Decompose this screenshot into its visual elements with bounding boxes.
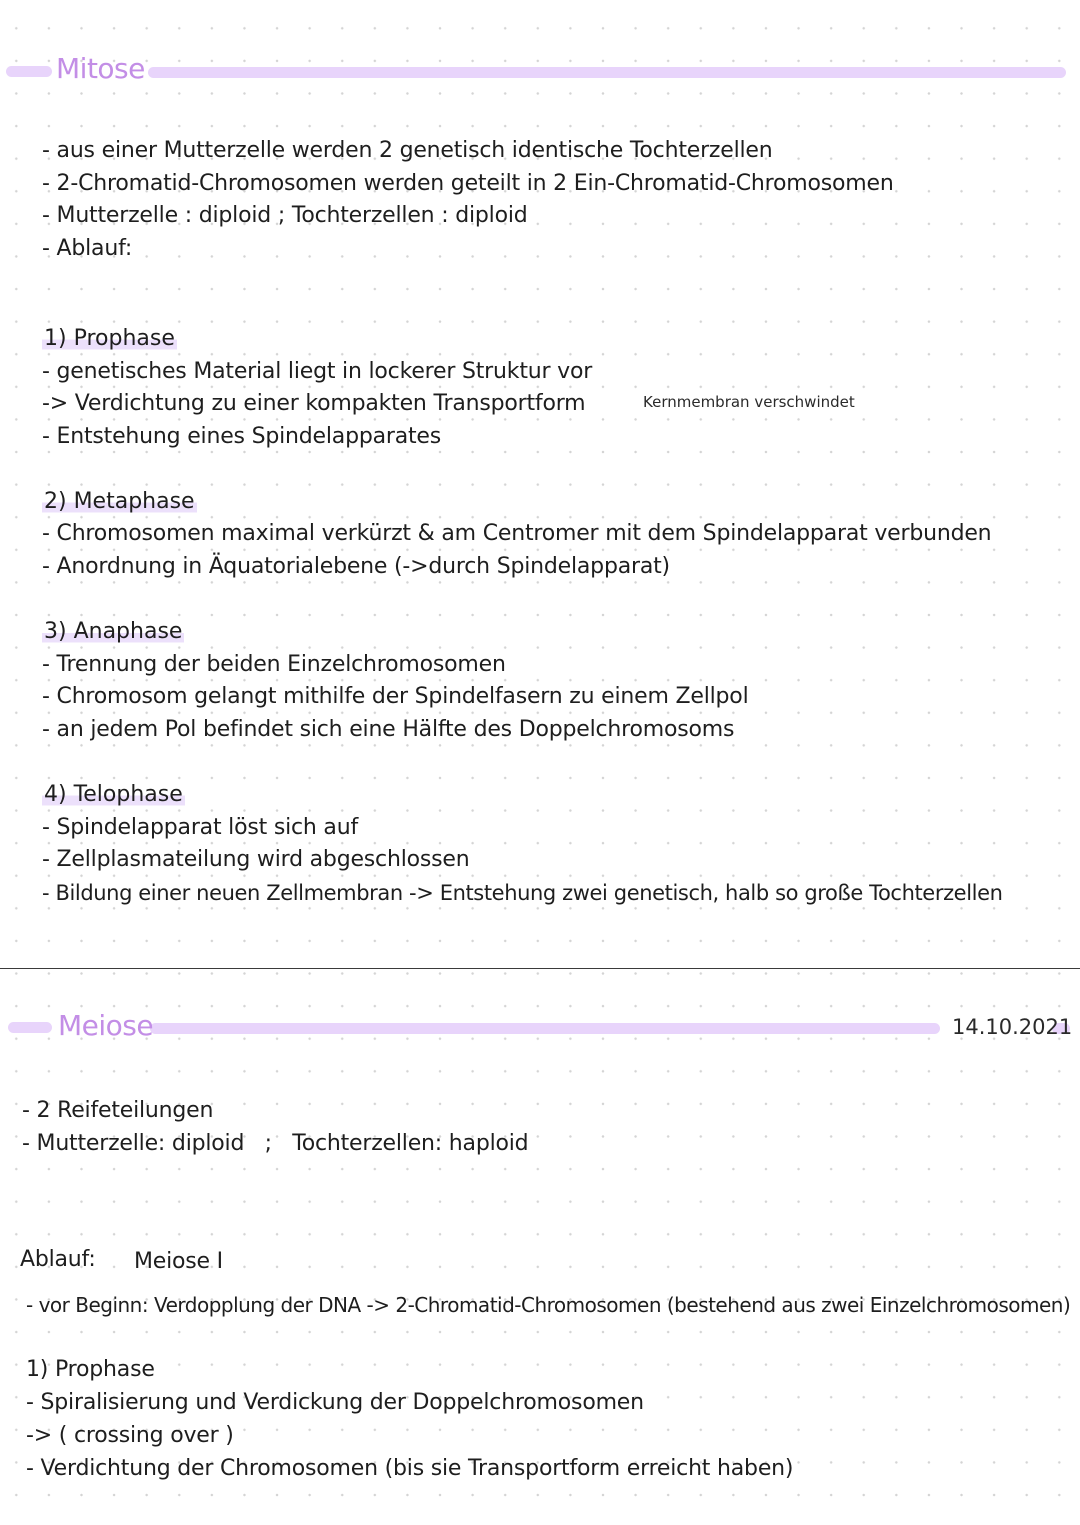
mitose-telophase-line-1: - Spindelapparat löst sich auf xyxy=(42,815,358,840)
meiose-bullet-2: - Mutterzelle: diploid ; Tochterzellen: haploid xyxy=(22,1131,529,1156)
section-separator xyxy=(0,968,1080,969)
mitose-prophase-line-3: - Entstehung eines Spindelapparates xyxy=(42,424,442,449)
mitose-prophase-line-1: - genetisches Material liegt in lockerer Struktur vor xyxy=(42,359,593,384)
mitose-metaphase-heading xyxy=(42,488,197,516)
meiose-heading-highlight-left xyxy=(8,1022,52,1033)
meiose-ablauf-label: Ablauf: xyxy=(20,1247,96,1272)
mitose-prophase-line-2: -> Verdichtung zu einer kompakten Transportform xyxy=(42,391,586,416)
mitose-telophase-line-3: - Bildung einer neuen Zellmembran -> Entstehung zwei genetisch, halb so große Tochterzellen xyxy=(42,881,1003,905)
meiose-date: 14.10.2021 xyxy=(952,1015,1073,1039)
meiose-intro: - vor Beginn: Verdopplung der DNA -> 2-Chromatid-Chromosomen (bestehend aus zwei Einzelchromosomen) xyxy=(26,1293,1071,1317)
meiose-prophase-line-2: -> ( crossing over ) xyxy=(26,1423,234,1448)
mitose-telophase-heading-text: 4) Telophase xyxy=(44,782,183,807)
mitose-heading: Mitose xyxy=(56,52,145,85)
mitose-metaphase-heading-text: 2) Metaphase xyxy=(44,489,195,514)
mitose-prophase-heading-text: 1) Prophase xyxy=(44,326,175,351)
mitose-anaphase-heading xyxy=(42,618,184,646)
mitose-anaphase-line-3: - an jedem Pol befindet sich eine Hälfte des Doppelchromosoms xyxy=(42,717,735,742)
mitose-bullet-4: - Ablauf: xyxy=(42,236,133,261)
meiose-bullet-1: - 2 Reifeteilungen xyxy=(22,1098,214,1123)
mitose-heading-highlight-left xyxy=(6,66,52,77)
mitose-bullet-3: - Mutterzelle : diploid ; Tochterzellen : diploid xyxy=(42,203,528,228)
mitose-telophase-heading xyxy=(42,781,185,809)
mitose-anaphase-line-2: - Chromosom gelangt mithilfe der Spindelfasern zu einem Zellpol xyxy=(42,684,749,709)
meiose-heading-highlight-bar xyxy=(150,1023,940,1034)
meiose-prophase-heading: 1) Prophase xyxy=(26,1357,155,1382)
mitose-heading-highlight-bar xyxy=(148,67,1066,78)
meiose-1-label: Meiose I xyxy=(134,1249,223,1274)
mitose-prophase-heading xyxy=(42,325,177,353)
mitose-telophase-line-2: - Zellplasmateilung wird abgeschlossen xyxy=(42,847,470,872)
meiose-prophase-line-3: - Verdichtung der Chromosomen (bis sie Transportform erreicht haben) xyxy=(26,1456,794,1481)
mitose-bullet-2: - 2-Chromatid-Chromosomen werden geteilt in 2 Ein-Chromatid-Chromosomen xyxy=(42,171,894,196)
meiose-heading: Meiose xyxy=(58,1009,154,1042)
mitose-metaphase-line-2: - Anordnung in Äquatorialebene (->durch Spindelapparat) xyxy=(42,554,670,579)
mitose-bullet-1: - aus einer Mutterzelle werden 2 genetisch identische Tochterzellen xyxy=(42,138,773,163)
meiose-prophase-line-1: - Spiralisierung und Verdickung der Doppelchromosomen xyxy=(26,1390,644,1415)
mitose-prophase-side-note: Kernmembran verschwindet xyxy=(643,393,855,411)
mitose-anaphase-heading-text: 3) Anaphase xyxy=(44,619,183,644)
mitose-anaphase-line-1: - Trennung der beiden Einzelchromosomen xyxy=(42,652,506,677)
mitose-metaphase-line-1: - Chromosomen maximal verkürzt & am Centromer mit dem Spindelapparat verbunden xyxy=(42,521,992,546)
